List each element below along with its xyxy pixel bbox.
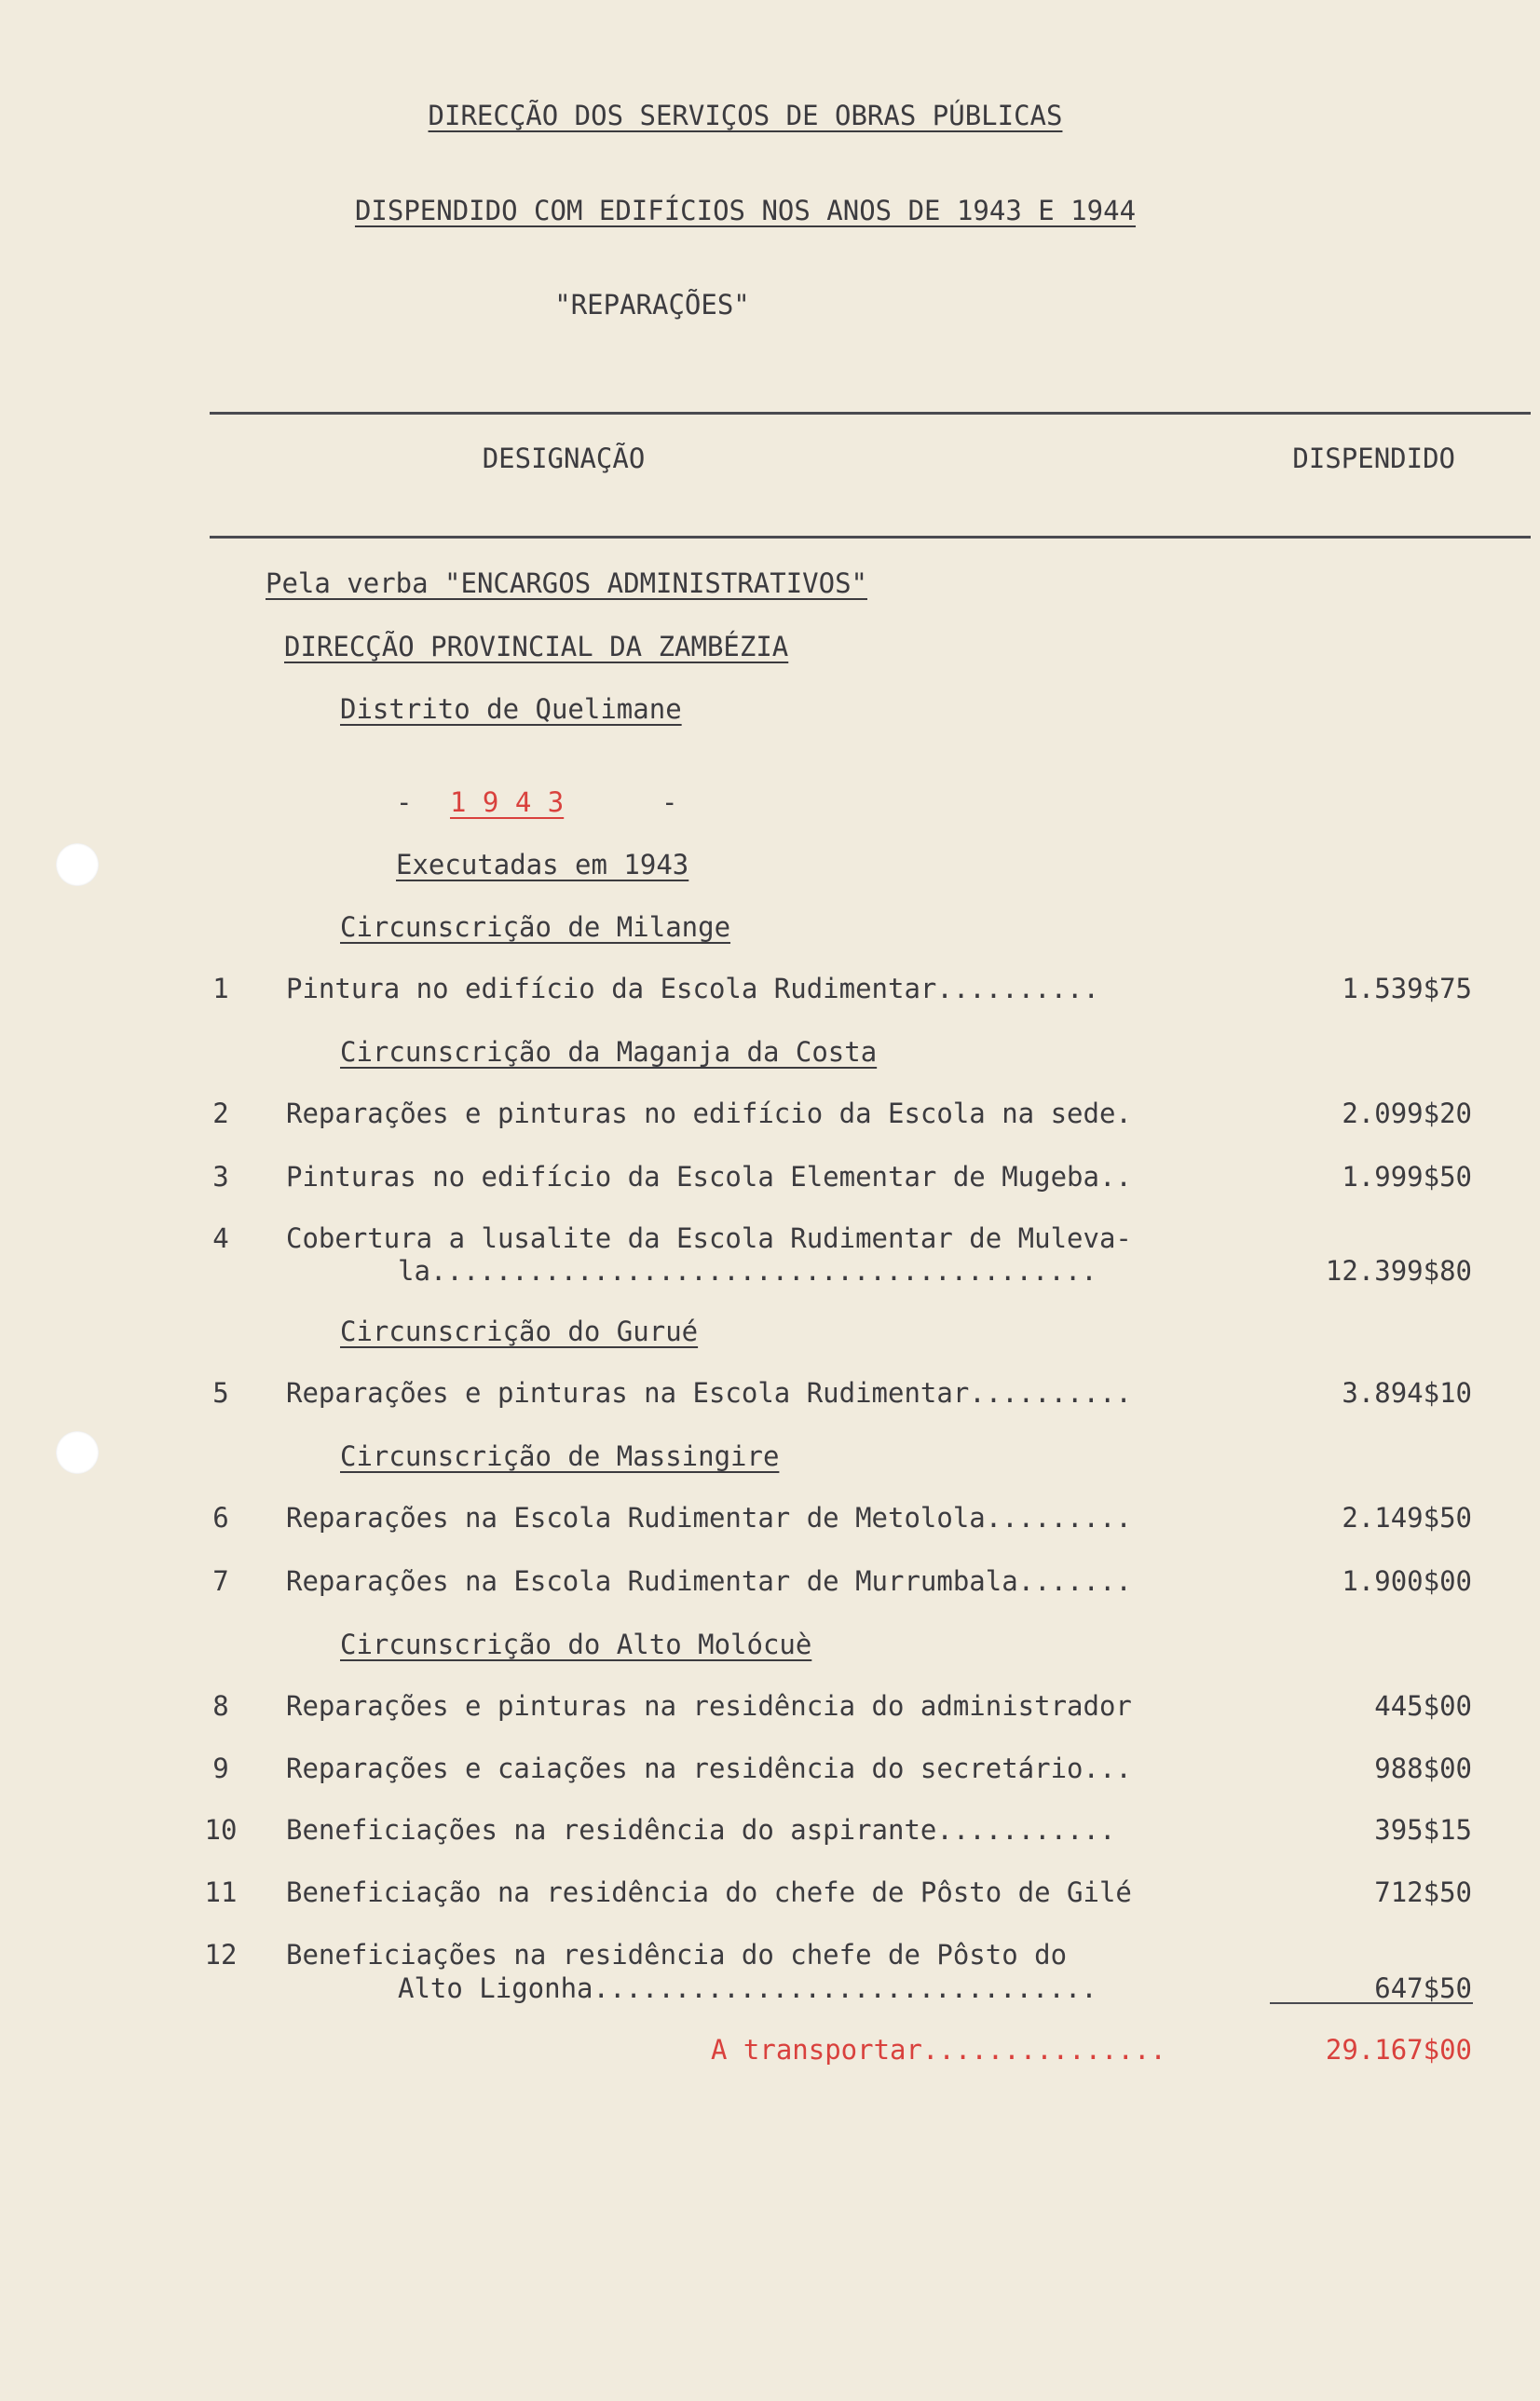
item-number: 9 [212,1753,229,1784]
year-heading: 1 9 4 3 [450,786,565,818]
group-heading: Circunscrição do Alto Molócuè [340,1629,812,1660]
column-header-designation: DESIGNAÇÃO [482,443,646,474]
year-dash-right: - [661,786,678,818]
carry-forward-label: A transportar............... [711,2034,1166,2066]
item-number: 6 [212,1502,229,1534]
executed-heading: Executadas em 1943 [396,849,689,880]
district-heading: Distrito de Quelimane [340,693,682,725]
item-number: 10 [204,1814,238,1846]
item-amount: 647$50 [1374,1972,1472,2004]
column-header-spent: DISPENDIDO [1292,443,1455,474]
item-number: 5 [212,1377,229,1409]
item-description: Beneficiações na residência do aspirante........... [286,1814,1116,1846]
item-amount: 395$15 [1374,1814,1472,1846]
year-dash-left: - [396,786,413,818]
item-number: 12 [204,1939,238,1971]
header-rule-bottom [210,536,1531,539]
item-amount: 445$00 [1374,1690,1472,1722]
item-description-continuation: la......................................... [398,1255,1097,1287]
item-amount: 1.900$00 [1342,1565,1472,1597]
document-subtitle: DISPENDIDO COM EDIFÍCIOS NOS ANOS DE 1943 E 1944 [354,195,1137,226]
document-title: DIRECÇÃO DOS SERVIÇOS DE OBRAS PÚBLICAS [428,100,1063,131]
item-description: Reparações e pinturas no edifício da Escola na sede. [286,1098,1132,1129]
item-description: Cobertura a lusalite da Escola Rudimentar de Muleva- [286,1222,1132,1254]
item-number: 2 [212,1098,229,1129]
item-number: 8 [212,1690,229,1722]
item-description: Reparações e caiações na residência do secretário... [286,1753,1132,1784]
carry-forward-amount: 29.167$00 [1325,2034,1472,2066]
item-description: Beneficiação na residência do chefe de Pôsto de Gilé [286,1876,1132,1908]
group-heading: Circunscrição do Gurué [340,1316,699,1347]
item-amount: 1.999$50 [1342,1161,1472,1193]
item-number: 7 [212,1565,229,1597]
verba-heading: Pela verba "ENCARGOS ADMINISTRATIVOS" [266,567,868,599]
punch-hole-top [56,843,99,886]
item-description: Pintura no edifício da Escola Rudimentar.......... [286,973,1099,1004]
item-description: Beneficiações na residência do chefe de Pôsto do [286,1939,1068,1971]
item-amount: 12.399$80 [1325,1255,1472,1287]
group-heading: Circunscrição de Milange [340,911,731,943]
item-description: Reparações e pinturas na residência do administrador [286,1690,1132,1722]
item-number: 11 [204,1876,238,1908]
group-heading: Circunscrição de Massingire [340,1440,780,1472]
item-description: Reparações na Escola Rudimentar de Murrumbala....... [286,1565,1132,1597]
header-rule-top [210,412,1531,415]
item-number: 1 [212,973,229,1004]
item-amount: 3.894$10 [1342,1377,1472,1409]
document-section-title: "REPARAÇÕES" [554,289,750,321]
item-number: 3 [212,1161,229,1193]
item-amount: 2.149$50 [1342,1502,1472,1534]
item-description: Reparações e pinturas na Escola Rudimentar.......... [286,1377,1132,1409]
item-number: 4 [212,1222,229,1254]
item-amount: 712$50 [1374,1876,1472,1908]
item-amount: 1.539$75 [1342,973,1472,1004]
item-amount: 2.099$20 [1342,1098,1472,1129]
province-heading: DIRECÇÃO PROVINCIAL DA ZAMBÉZIA [284,631,789,662]
item-description-continuation: Alto Ligonha............................... [398,1972,1097,2004]
item-description: Pinturas no edifício da Escola Elementar de Mugeba.. [286,1161,1132,1193]
item-amount: 988$00 [1374,1753,1472,1784]
punch-hole-bottom [56,1431,99,1474]
group-heading: Circunscrição da Maganja da Costa [340,1036,878,1068]
item-description: Reparações na Escola Rudimentar de Metolola......... [286,1502,1132,1534]
subtotal-rule [1270,2002,1473,2004]
